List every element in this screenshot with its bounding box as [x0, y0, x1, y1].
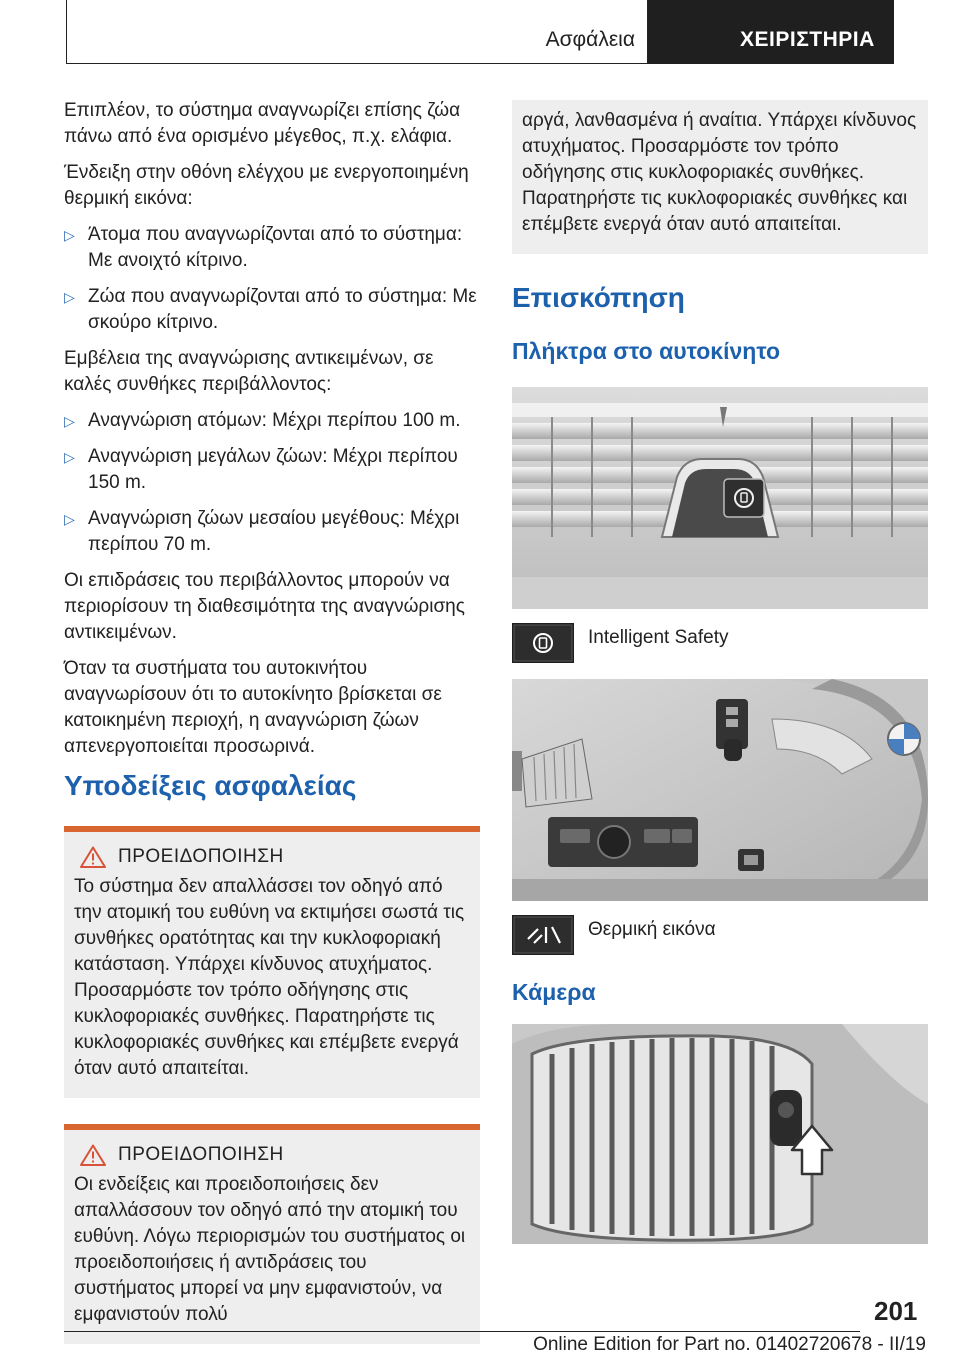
warning-title: ΠΡΟΕΙΔΟΠΟΙΗΣΗ [118, 1144, 284, 1165]
intelligent-safety-label: Intelligent Safety [588, 627, 729, 648]
warning-title: ΠΡΟΕΙΔΟΠΟΙΗΣΗ [118, 846, 284, 867]
warning-triangle-icon [80, 846, 106, 868]
safety-heading: Υποδείξεις ασφαλείας [64, 770, 357, 801]
camera-illustration [512, 1024, 928, 1244]
dashboard-illustration [512, 679, 928, 901]
right-column [512, 102, 928, 1258]
thermal-image-label: Θερμική εικόνα [588, 919, 716, 940]
button-panel-illustration [512, 387, 928, 609]
warning-box-1 [64, 826, 480, 1098]
camera-subheading: Κάμερα [512, 979, 596, 1005]
left-column [64, 98, 480, 1344]
display-paragraph: Ένδειξη στην οθόνη ελέγχου με ενεργοποιημένη θερμική εικόνα: [64, 162, 469, 209]
triangle-bullet-icon: ▷ [64, 449, 75, 465]
display-list [64, 222, 480, 336]
button-row [512, 915, 928, 955]
thermal-image-button-icon [512, 915, 574, 955]
warning-text: Οι ενδείξεις και προειδοποιήσεις δεν απαλλάσσουν τον οδηγό από την ατομική του ευθύνη. Λόγω περιορισμών του συστήματος οι προειδοποιήσεις ή αντιδράσεις του συστήματος μπορεί να μην εμφανιστούν, να εμφανιστούν πολύ [74, 1174, 466, 1325]
footer-divider [64, 1331, 860, 1332]
range-list [64, 408, 480, 558]
buttons-subheading: Πλήκτρα στο αυτοκίνητο [512, 338, 781, 364]
list-item: ▷ Αναγνώριση ζώων μεσαίου μεγέθους: Μέχρι περίπου 70 m. [64, 508, 460, 555]
warning-triangle-icon [80, 1144, 106, 1166]
page-number: 201 [874, 1296, 918, 1326]
button-row [512, 623, 928, 663]
header-section-box [66, 0, 648, 64]
intro-paragraph: Επιπλέον, το σύστημα αναγνωρίζει επίσης ζώα πάνω από ένα ορισμένο μέγεθος, π.χ. ελάφια. [64, 100, 461, 147]
triangle-bullet-icon: ▷ [64, 413, 75, 429]
pointing-hand-icon [900, 20, 926, 48]
residential-paragraph: Όταν τα συστήματα του αυτοκινήτου αναγνωρίσουν ότι το αυτοκίνητο βρίσκεται σε κατοικημένη περιοχή, η αναγνώριση ζώων απενεργοποιείται προσωρινά. [64, 658, 442, 757]
header-chapter-title: ΧΕΙΡΙΣΤΗΡΙΑ [740, 28, 875, 51]
warning-box-2 [64, 1124, 480, 1344]
list-item: ▷ Άτομα που αναγνωρίζονται από το σύστημα: Με ανοιχτό κίτρινο. [64, 224, 463, 271]
header-chapter-box [648, 0, 894, 64]
triangle-bullet-icon: ▷ [64, 511, 75, 527]
overview-heading: Επισκόπηση [512, 282, 685, 313]
warning-text: Το σύστημα δεν απαλλάσσει τον οδηγό από την ατομική του ευθύνη να εκτιμήσει σωστά τις συνθήκες ορατότητας και την κυκλοφοριακή κατάσταση. Υπάρχει κίνδυνος ατυχήματος. Προσαρμόστε τον τρόπο οδήγησης στις κυκλοφοριακές συνθήκες. Παρατηρήστε τις κυκλοφοριακές συνθήκες και επέμβετε ενεργά όταν αυτό απαιτείται. [74, 876, 465, 1079]
intelligent-safety-button-icon [512, 623, 574, 663]
header-section-title: Ασφάλεια [545, 28, 635, 51]
range-paragraph: Εμβέλεια της αναγνώρισης αντικειμένων, σε καλές συνθήκες περιβάλλοντος: [64, 348, 434, 395]
footer-edition: Online Edition for Part no. 01402720678 - II/19 [533, 1334, 926, 1355]
triangle-bullet-icon: ▷ [64, 289, 75, 305]
list-item: ▷ Αναγνώριση μεγάλων ζώων: Μέχρι περίπου 150 m. [64, 446, 458, 493]
list-item: ▷ Ζώα που αναγνωρίζονται από το σύστημα: Με σκούρο κίτρινο. [64, 286, 477, 333]
warning-continued-box [512, 100, 928, 254]
list-item: ▷ Αναγνώριση ατόμων: Μέχρι περίπου 100 m. [64, 408, 480, 434]
triangle-bullet-icon: ▷ [64, 227, 75, 243]
warning-continued-text: αργά, λανθασμένα ή αναίτια. Υπάρχει κίνδυνος ατυχήματος. Προσαρμόστε τον τρόπο οδήγησης στις κυκλοφοριακές συνθήκες. Παρατηρήστε τις κυκλοφοριακές συνθήκες και επέμβετε ενεργά όταν αυτό απαιτείται. [522, 110, 917, 235]
environment-paragraph: Οι επιδράσεις του περιβάλλοντος μπορούν να περιορίσουν τη διαθεσιμότητα της αναγνώρισης αντικειμένων. [64, 570, 465, 643]
